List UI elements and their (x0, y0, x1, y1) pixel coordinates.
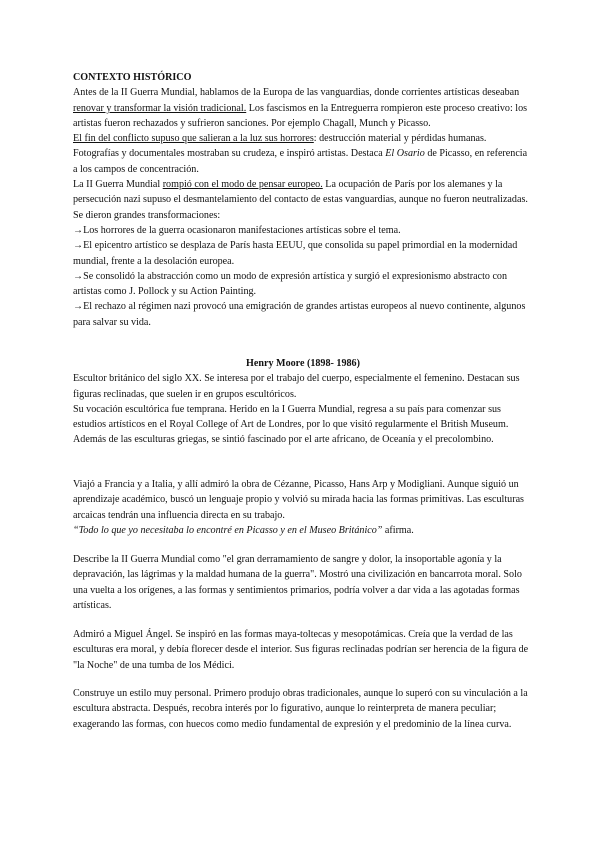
moore-block-2 (73, 477, 533, 538)
section-heading: CONTEXTO HISTÓRICO (73, 72, 192, 83)
text-run: Antes de la II Guerra Mundial, hablamos de la Europa de las vanguardias, donde corrientes artísticas deseaban (73, 87, 520, 99)
moore-paragraph-1: Escultor británico del siglo XX. Se interesa por el trabajo del cuerpo, especialmente el femenino. Destacan sus figuras reclinadas, que suelen ir en grupos escultóricos. (73, 373, 520, 400)
text-run: : destrucción material y pérdidas humanas. Fotografías y documentales mostraban su crudeza, e inspiró artistas. Destaca (73, 133, 487, 160)
contexto-paragraph-2 (73, 131, 533, 177)
moore-paragraph-4: Describe la II Guerra Mundial como "el gran derramamiento de sangre y dolor, la insoportable agonía y la depravación, las lágrimas y la maldad humana de la guerra". Mostró una civilización en bancarrota moral. Solo una vuelta a los orígenes, a las formas y sentimientos primarios, podría volver a dar vida a las agotadas formas artísticas. (73, 554, 522, 611)
bullet-item: →El epicentro artístico se desplaza de París hasta EEUU, que consolida su papel primordial en la modernidad mundial, frente a la desolación europea. (73, 240, 518, 267)
text-run: de Picasso, en referencia a los campos de concentración. (73, 148, 528, 175)
moore-paragraph-2: Su vocación escultórica fue temprana. Herido en la I Guerra Mundial, regresa a su país para comenzar sus estudios artísticos en el Royal College of Art de Londres, por lo que visitó regularmente el British Museum. Además de las esculturas griegas, se sintió fascinado por el arte africano, de Oceanía y el precolombino. (73, 403, 509, 446)
text-run: La ocupación de París por los alemanes y la persecución nazi supuso el desmantelamiento del contacto de estas vanguardias, aunque no fueron neutralizadas. Se dieron grandes transformaciones: (73, 179, 528, 221)
bullet-item: →Se consolidó la abstracción como un modo de expresión artística y surgió el expresionismo abstracto con artistas como J. Pollock y su Action Painting. (73, 270, 508, 298)
moore-paragraph-3: Viajó a Francia y a Italia, y allí admiró la obra de Cézanne, Picasso, Hans Arp y Modigliani. Aunque siguió un aprendizaje académico, buscó un lenguaje propio y volvió su mirada hacia las formas primitivas. Las esculturas arcaicas tendrán una influencia directa en su trabajo. (73, 479, 524, 521)
text-run: afirma. (382, 524, 414, 536)
moore-paragraph-6: Construye un estilo muy personal. Primero produjo obras tradicionales, aunque lo superó con su vinculación a la escultura abstracta. Después, recobra interés por lo figurativo, aunque lo reinterpreta de manera peculiar; exagerando las formas, con huecos como medio fundamental de expresión y el predominio de la línea curva. (73, 688, 528, 730)
moore-block-5 (73, 686, 533, 732)
moore-section (73, 356, 533, 448)
text-run: Los fascismos en la Entreguerra rompieron este proceso creativo: los artistas fueron rechazados y sufrieron sanciones. Por ejemplo Chagall, Munch y Picasso. (73, 102, 528, 129)
moore-paragraph-5: Admiró a Miguel Ángel. Se inspiró en las formas maya-toltecas y mesopotámicas. Creía que la verdad de las esculturas era moral, y debía florecer desde el interior. Sus figuras reclinadas podrían ser herencia de la figura de "la Noche" de una tumba de los Médici. (73, 629, 529, 671)
bullet-item: →Los horrores de la guerra ocasionaron manifestaciones artísticas sobre el tema. (73, 224, 401, 236)
underlined-text: El fin del conflicto supuso que salieran a la luz sus horrores (73, 133, 314, 145)
quote-text: “Todo lo que yo necesitaba lo encontré en Picasso y en el Museo Británico” (73, 524, 383, 536)
underlined-text: rompió con el modo de pensar europeo. (162, 179, 323, 191)
italic-text: El Osario (385, 148, 425, 160)
contexto-section (73, 70, 533, 330)
moore-block-4 (73, 627, 533, 673)
contexto-paragraph-3 (73, 177, 533, 223)
moore-block-3 (73, 552, 533, 613)
moore-quote (73, 523, 533, 538)
section-title: Henry Moore (1898- 1986) (246, 358, 360, 369)
underlined-text: renovar y transformar la visión tradicional. (73, 102, 247, 114)
bullet-item: →El rechazo al régimen nazi provocó una emigración de grandes artistas europeos al nuevo continente, algunos para salvar su vida. (73, 301, 526, 328)
contexto-paragraph-1 (73, 85, 533, 131)
text-run: La II Guerra Mundial (73, 179, 163, 191)
